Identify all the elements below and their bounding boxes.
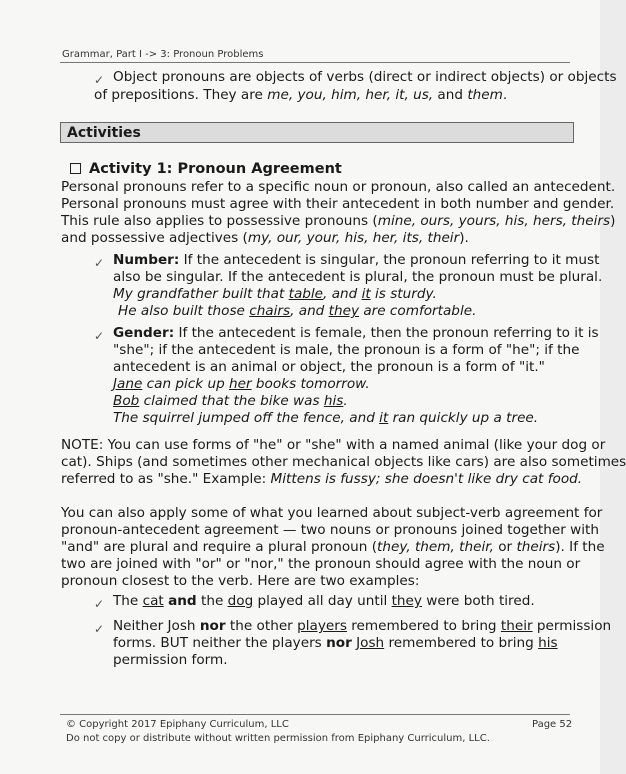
intro-line4: and possessive adjectives (my, our, your, his, her, its, their).: [61, 230, 469, 246]
gender-example1: Jane can pick up her books tomorrow.: [113, 376, 370, 392]
number-example1: My grandfather built that table, and it is sturdy.: [113, 286, 437, 302]
gender-example2: Bob claimed that the bike was his.: [113, 393, 348, 409]
subject-verb-line3: "and" are plural and require a plural pronoun (they, them, their, or theirs). If the: [61, 539, 605, 555]
check-mark-icon: ✓: [94, 622, 105, 636]
example2-line2: forms. BUT neither the players nor Josh remembered to bring his: [113, 635, 558, 651]
example2-line3: permission form.: [113, 652, 228, 668]
activity-title: Activity 1: Pronoun Agreement: [89, 161, 342, 177]
subject-verb-line5: pronoun closest to the verb. Here are two examples:: [61, 573, 420, 589]
section-header: [60, 122, 574, 143]
header-divider: [60, 62, 570, 63]
subject-verb-line4: two are joined with "or" or "nor," the pronoun should agree with the noun or: [61, 556, 581, 572]
note-line1: NOTE: You can use forms of "he" or "she" with a named animal (like your dog or: [61, 437, 606, 453]
intro-line2: Personal pronouns must agree with their antecedent in both number and gender.: [61, 196, 615, 212]
example2-line1: Neither Josh nor the other players remembered to bring their permission: [113, 618, 612, 634]
subject-verb-line1: You can also apply some of what you learned about subject-verb agreement for: [61, 505, 603, 521]
check-mark-icon: ✓: [94, 329, 105, 343]
section-title: Activities: [67, 125, 141, 141]
example1: The cat and the dog played all day until they were both tired.: [113, 593, 535, 609]
gender-example3: The squirrel jumped off the fence, and it ran quickly up a tree.: [113, 410, 539, 426]
footer-notice: Do not copy or distribute without written permission from Epiphany Curriculum, LLC.: [66, 733, 490, 744]
number-rule-line2: also be singular. If the antecedent is plural, the pronoun must be plural.: [113, 269, 603, 285]
footer-divider: [60, 714, 570, 715]
note-line3: referred to as "she." Example: Mittens is fussy; she doesn't like dry cat food.: [61, 471, 583, 487]
footer-copyright: © Copyright 2017 Epiphany Curriculum, LLC: [66, 719, 289, 730]
breadcrumb: Grammar, Part I -> 3: Pronoun Problems: [62, 49, 264, 60]
note-line2: cat). Ships (and sometimes other mechanical objects like cars) are also sometimes: [61, 454, 626, 470]
activity-checkbox-icon[interactable]: [70, 163, 81, 174]
check-mark-icon: ✓: [94, 256, 105, 270]
gender-rule-line1: Gender: If the antecedent is female, then the pronoun referring to it is: [113, 325, 599, 341]
intro-line1: Personal pronouns refer to a specific noun or pronoun, also called an antecedent.: [61, 179, 616, 195]
number-rule-line1: Number: If the antecedent is singular, the pronoun referring to it must: [113, 252, 600, 268]
gender-rule-line3: antecedent is an animal or object, the pronoun is a form of "it.": [113, 359, 545, 375]
check-mark-icon: ✓: [94, 597, 105, 611]
intro-line3: This rule also applies to possessive pronouns (mine, ours, yours, his, hers, theirs): [61, 213, 616, 229]
check-mark-icon: ✓: [94, 73, 105, 87]
footer-page-number: Page 52: [532, 719, 573, 730]
number-example2: He also built those chairs, and they are comfortable.: [118, 303, 477, 319]
object-pronouns-line1: Object pronouns are objects of verbs (direct or indirect objects) or objects: [113, 69, 617, 85]
object-pronouns-line2: of prepositions. They are me, you, him, her, it, us, and them.: [94, 87, 508, 103]
subject-verb-line2: pronoun-antecedent agreement — two nouns or pronouns joined together with: [61, 522, 599, 538]
gender-rule-line2: "she"; if the antecedent is male, the pronoun is a form of "he"; if the: [113, 342, 580, 358]
